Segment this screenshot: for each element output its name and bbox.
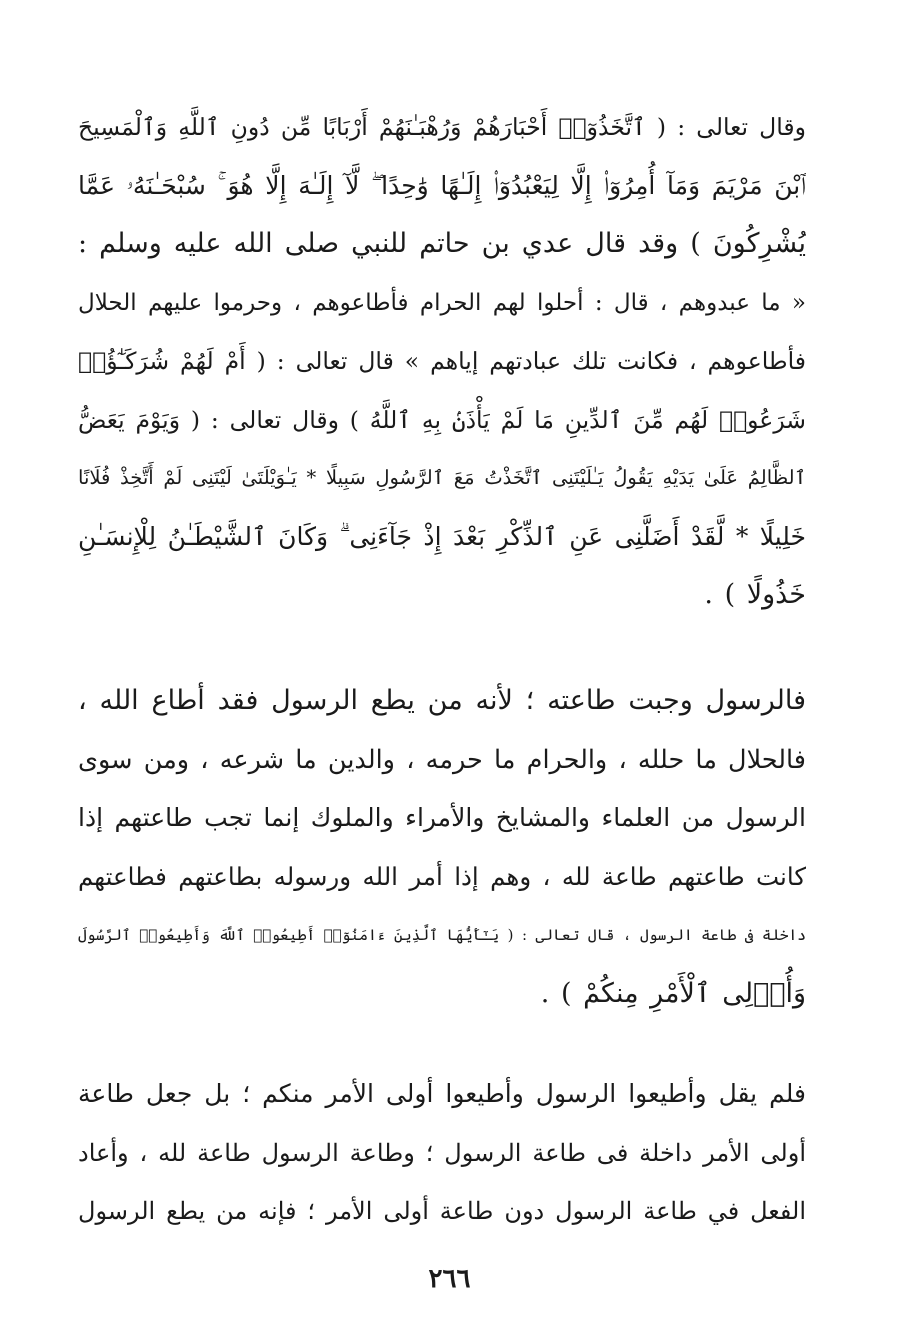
text-line: أولى الأمر داخلة فى طاعة الرسول ؛ وطاعة الرسول طاعة لله ، وأعاد: [78, 1138, 806, 1167]
text-line: خَلِيلًا * لَّقَدْ أَضَلَّنِى عَنِ ٱلذِّكْرِ بَعْدَ إِذْ جَآءَنِى ۗ وَكَانَ ٱلشَّيْطَـٰنُ لِلْإِنسَـٰنِ: [78, 521, 806, 551]
text-line: شَرَعُوا۟ لَهُم مِّنَ ٱلدِّينِ مَا لَمْ يَأْذَنۢ بِهِ ٱللَّهُ ) وقال تعالى : ( وَيَوْمَ يَعَضُّ: [78, 405, 806, 434]
text-line: داخلة فى طاعة الرسول ، قال تعالى : ( يَـٰٓأَيُّهَا ٱلَّذِينَ ءَامَنُوٓا۟ أَطِيعُوا۟ ٱللَّهَ وَأَطِيعُوا۟ ٱلرَّسُولَ: [78, 926, 806, 944]
page-number: ٢٦٦: [428, 1264, 471, 1294]
text-line: وَأُو۟لِى ٱلْأَمْرِ مِنكُمْ ) .: [540, 977, 806, 1009]
text-line: كانت طاعتهم طاعة لله ، وهم إذا أمر الله ورسوله بطاعتهم فطاعتهم: [78, 861, 806, 891]
text-line: « ما عبدوهم ، قال : أحلوا لهم الحرام فأطاعوهم ، وحرموا عليهم الحلال: [78, 289, 806, 316]
paragraph-3: [78, 1065, 806, 1241]
text-line: ٱلظَّالِمُ عَلَىٰ يَدَيْهِ يَقُولُ يَـٰلَيْتَنِى ٱتَّخَذْتُ مَعَ ٱلرَّسُولِ سَبِيلًا * يَـٰوَيْلَتَىٰ لَيْتَنِى لَمْ أَتَّخِذْ فُلَانًا: [78, 466, 806, 489]
text-line: الفعل في طاعة الرسول دون طاعة أولى الأمر ؛ فإنه من يطع الرسول: [78, 1197, 806, 1225]
paragraph-2: [78, 672, 806, 1023]
paragraph-1: [78, 98, 806, 625]
text-line: خَذُولًا ) .: [704, 579, 806, 610]
text-line: يُشْرِكُونَ ) وقد قال عدي بن حاتم للنبي صلى الله عليه وسلم :: [78, 228, 806, 259]
text-line: فلم يقل وأطيعوا الرسول وأطيعوا أولى الأمر منكم ؛ بل جعل طاعة: [78, 1079, 806, 1108]
text-line: وقال تعالى : ( ٱتَّخَذُوٓا۟ أَحْبَارَهُمْ وَرُهْبَـٰنَهُمْ أَرْبَابًا مِّن دُونِ ٱللَّهِ وَٱلْمَسِيحَ: [78, 113, 806, 141]
text-line: ٱبْنَ مَرْيَمَ وَمَآ أُمِرُوٓا۟ إِلَّا لِيَعْبُدُوٓا۟ إِلَـٰهًا وَٰحِدًا ۖ لَّآ إِلَـٰهَ إِلَّا هُوَ ۚ سُبْحَـٰنَهُۥ عَمَّا: [78, 170, 806, 200]
text-line: فأطاعوهم ، فكانت تلك عبادتهم إياهم » قال تعالى : ( أَمْ لَهُمْ شُرَكَـٰٓؤُا۟: [78, 347, 806, 375]
text-line: فالحلال ما حلله ، والحرام ما حرمه ، والدين ما شرعه ، ومن سوى: [78, 744, 806, 775]
text-line: فالرسول وجبت طاعته ؛ لأنه من يطع الرسول فقد أطاع الله ،: [78, 685, 806, 716]
text-line: الرسول من العلماء والمشايخ والأمراء والملوك إنما تجب طاعتهم إذا: [78, 803, 806, 832]
